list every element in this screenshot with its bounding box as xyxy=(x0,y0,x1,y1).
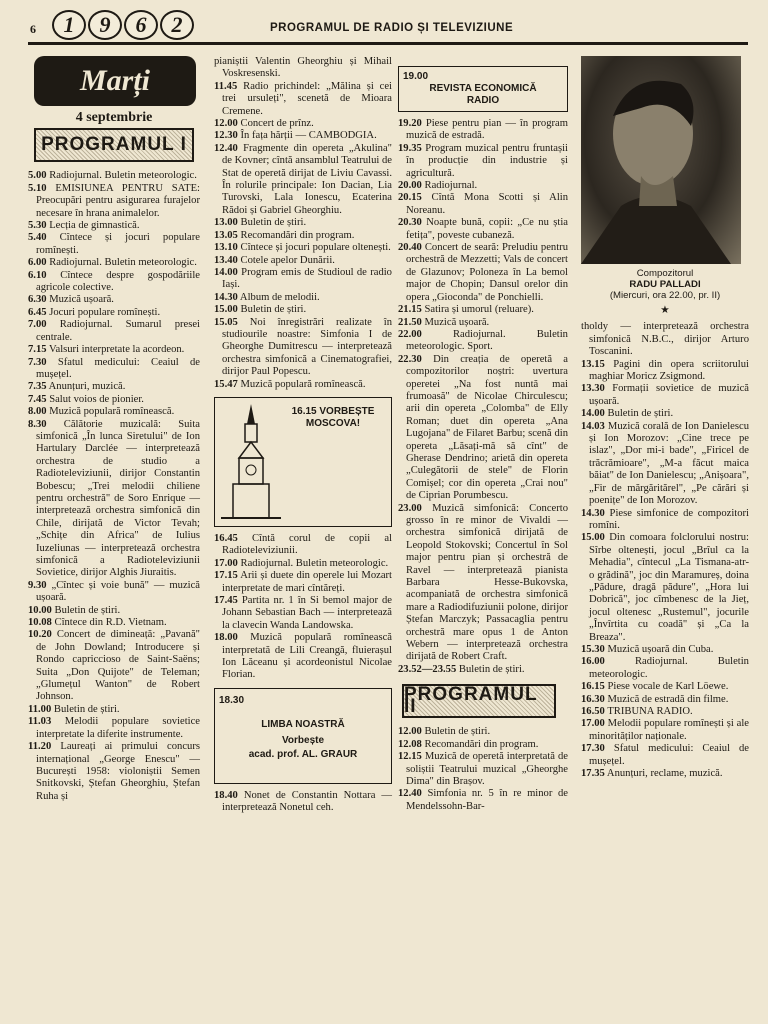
program-time: 22.00 xyxy=(398,328,422,340)
program-time: 17.35 xyxy=(581,768,605,780)
program-time: 14.30 xyxy=(214,291,238,303)
program-entry xyxy=(214,317,392,379)
program-time: 17.00 xyxy=(581,718,605,730)
program-entry xyxy=(28,406,200,418)
program-time: 12.00 xyxy=(214,118,238,130)
program-entry xyxy=(398,751,568,788)
moscow-time: 16.15 xyxy=(291,405,317,417)
program-time: 12.15 xyxy=(398,751,422,763)
program-time: 5.30 xyxy=(28,220,47,232)
program-time: 15.30 xyxy=(581,643,605,655)
program-list xyxy=(398,118,568,676)
program-entry xyxy=(581,718,749,743)
year-digit: 6 xyxy=(124,10,158,40)
program-entry xyxy=(214,632,392,682)
program-2-banner: PROGRAMUL II xyxy=(402,684,556,718)
program-entry xyxy=(581,706,749,718)
moscow-box xyxy=(214,397,392,527)
column-4 xyxy=(581,56,749,780)
program-entry xyxy=(214,570,392,595)
program-text: Salut voios de pionier. xyxy=(49,393,144,405)
year-digit: 9 xyxy=(88,10,122,40)
program-entry xyxy=(398,317,568,329)
program-time: 14.03 xyxy=(581,420,605,432)
date-line: 4 septembrie xyxy=(75,110,153,125)
program-entry xyxy=(398,354,568,503)
program-time: 10.00 xyxy=(28,604,52,616)
page-title: PROGRAMUL DE RADIO ȘI TELEVIZIUNE xyxy=(270,22,514,34)
day-banner: Marți xyxy=(34,56,196,106)
column-1 xyxy=(28,56,200,803)
program-time: 7.15 xyxy=(28,344,47,356)
program-entry xyxy=(398,726,568,738)
program-text: Radio prichindel: „Mălina și cei trei ursuleți", scenetă de Mioara Cremene. xyxy=(222,80,392,117)
program-entry xyxy=(28,344,200,356)
program-time: 16.50 xyxy=(581,706,605,717)
program-time: 15.00 xyxy=(581,532,605,544)
program-text: „Cîntec și voie bună" — muzică ușoară. xyxy=(36,579,200,604)
program-text: Radiojurnal. Buletin meteorologic. xyxy=(49,170,197,182)
program-text: Partita nr. 1 în Si bemol major de Johann Sebastian Bach — interpretează la clavecin Wanda Landowska. xyxy=(222,595,392,631)
program-time: 15.47 xyxy=(214,378,238,390)
program-entry xyxy=(581,383,749,408)
program-text: Radiojurnal. Buletin meteorologic. xyxy=(589,656,749,680)
program-entry xyxy=(398,788,568,813)
program-text: Buletin de știri. xyxy=(424,726,491,738)
program-time: 16.00 xyxy=(581,656,605,668)
program-text: În fața hărții — CAMBODGIA. xyxy=(240,130,377,142)
program-entry xyxy=(214,217,392,229)
header-divider xyxy=(28,42,748,45)
year-logo xyxy=(52,10,194,40)
program-time: 10.20 xyxy=(28,629,52,641)
program-entry xyxy=(28,270,200,295)
program-text: Fragmente din opereta „Akulina" de Kovner; cîntă ansamblul Teatrului de Stat de operetă dirijat de Liviu Cavassi. În rolurile principale: Ion Dacian, Lia Turovski, Lala Ionescu, Ecaterina Rădoi și Gabriel Gheorghiu. xyxy=(222,142,392,216)
program-time: 12.40 xyxy=(214,142,238,154)
program-time: 22.30 xyxy=(398,353,422,365)
program-text: Muzică populară romînească. xyxy=(49,406,175,418)
program-time: 23.52—23.55 xyxy=(398,663,457,675)
composer-photo xyxy=(581,56,741,264)
program-time: 11.45 xyxy=(214,80,238,92)
program-time: 11.03 xyxy=(28,716,52,728)
program-text: Laureați ai primului concurs internațional „George Enescu" — București 1958: violoniștii Semen Snitkovski, Ștefan Gheorghiu, Ștefan Ruha și xyxy=(36,741,200,802)
program-text: Program emis de Studioul de radio Iași. xyxy=(222,266,392,291)
program-text: Formații sovietice de muzică ușoară. xyxy=(589,383,749,407)
program-time: 20.00 xyxy=(398,180,422,192)
program-text: EMISIUNEA PENTRU SATE: Preocupări pentru asigurarea furajelor necesare în hrana animalelor. xyxy=(36,182,200,219)
program-entry xyxy=(214,533,392,558)
program-time: 7.30 xyxy=(28,356,47,368)
program-text: Muzică ușoară. xyxy=(49,294,114,306)
program-entry xyxy=(28,704,200,716)
program-text: Buletin de știri. xyxy=(607,408,674,420)
program-text: Program muzical pentru fruntașii în producție din industrie și agricultură. xyxy=(406,142,569,179)
program-text: Buletin de știri. xyxy=(53,703,120,715)
program-entry xyxy=(28,381,200,393)
program-time: 6.45 xyxy=(28,306,47,318)
caption-schedule: (Miercuri, ora 22.00, pr. II) xyxy=(609,290,721,301)
limba-title: LIMBA NOASTRĂ xyxy=(261,718,345,730)
program-text: Radiojurnal. Buletin meteorologic. xyxy=(49,257,197,269)
program-time: 11.20 xyxy=(28,741,52,753)
program-entry xyxy=(28,419,200,580)
program-text: Sfatul medicului: Ceaiul de mușețel. xyxy=(36,356,200,380)
program-list xyxy=(214,56,392,391)
program-text: Buletin de știri. xyxy=(240,304,307,316)
program-entry xyxy=(581,656,749,681)
program-entry xyxy=(28,307,200,319)
program-time: 23.00 xyxy=(398,502,422,514)
program-time: 8.00 xyxy=(28,406,47,418)
limba-time: 18.30 xyxy=(219,694,245,706)
program-time: 14.00 xyxy=(581,408,605,420)
program-text: Melodii populare sovietice interpretate la diferite instrumente. xyxy=(36,716,200,740)
program-entry xyxy=(398,664,568,676)
program-time: 5.00 xyxy=(28,170,47,182)
program-text: Cîntece și jocuri populare romînești. xyxy=(36,232,200,256)
program-entry xyxy=(581,768,749,780)
program-text: Muzică ușoară din Cuba. xyxy=(607,643,714,655)
program-1-banner: PROGRAMUL I xyxy=(34,128,194,162)
program-time: 12.30 xyxy=(214,130,238,142)
program-entry xyxy=(398,304,568,316)
program-text: Cîntă Mona Scotti și Alin Noreanu. xyxy=(406,192,569,216)
program-entry xyxy=(214,558,392,570)
program-text: Cîntece și jocuri populare oltenești. xyxy=(240,242,391,254)
kremlin-tower-icon xyxy=(219,402,283,520)
program-entry xyxy=(28,232,200,257)
program-text: Piese simfonice de compozitori romîni. xyxy=(589,507,749,531)
program-text: Radiojurnal. xyxy=(424,180,478,192)
program-text: Anunțuri, reclame, muzică. xyxy=(606,768,723,780)
program-time: 16.45 xyxy=(214,532,238,544)
page-number: 6 xyxy=(30,22,36,36)
program-time: 8.30 xyxy=(28,418,47,430)
program-list xyxy=(214,790,392,815)
star-divider: ★ xyxy=(660,305,670,316)
program-time: 9.30 xyxy=(28,579,47,591)
program-entry xyxy=(214,595,392,632)
program-text: TRIBUNA RADIO. xyxy=(607,706,693,717)
program-time: 7.35 xyxy=(28,381,47,393)
program-text: pianiștii Valentin Gheorghiu și Mihail Voskresenski. xyxy=(214,56,392,80)
program-time: 13.15 xyxy=(581,358,605,370)
program-entry xyxy=(214,143,392,217)
program-entry xyxy=(398,503,568,664)
program-text: Radiojurnal. Buletin meteorologic. xyxy=(240,557,389,569)
program-text: Arii și duete din operele lui Mozart interpretate de mari cîntăreți. xyxy=(222,570,392,594)
program-text: Album de melodii. xyxy=(239,291,320,303)
program-text: Din comoara folclorului nostru: Sîrbe oltenești, jocul „Brîul ca la Mehadia", cîntecul „La Tismana-atr-o grădină", joc din Maramureș, doina „Pădure, dragă pădure", „Hora lui Dobrică", joc cîmbenesc de la Jieț, jocul oltenesc „Rustemul", jocurile „Învîrtita cu coadă" și „Ca la Breaza". xyxy=(589,532,750,643)
program-entry xyxy=(28,294,200,306)
caption-role: Compozitorul xyxy=(636,268,694,279)
program-time: 13.40 xyxy=(214,254,238,266)
program-text: Muzică populară romînească. xyxy=(240,378,366,390)
program-time: 19.20 xyxy=(398,118,422,129)
limba-noastra-box xyxy=(214,688,392,784)
program-text: Recomandări din program. xyxy=(240,229,355,241)
program-time: 18.40 xyxy=(214,789,238,801)
program-time: 15.05 xyxy=(214,316,238,328)
program-entry xyxy=(28,319,200,344)
program-entry xyxy=(28,580,200,605)
program-text: Cîntă corul de copii al Radioteleviziunii. xyxy=(222,532,392,557)
program-text: tholdy — interpretează orchestra simfonică N.B.C., dirijor Arturo Toscanini. xyxy=(581,321,749,358)
program-text: Muzică populară romînească interpretată de Lili Creangă, fluierașul Ion Lăceanu și acordeonistul Nicolae Florian. xyxy=(222,632,392,681)
program-text: Concert de dimineață: „Pavană" de John Dowland; Introducere și Rondo capriccioso de Saint-Saëns; Suita „Don Quijote" de Teleman; „Glumețul Wanton" de Robert Johnson. xyxy=(36,629,200,703)
program-entry xyxy=(581,421,749,508)
photo-caption xyxy=(581,268,749,301)
program-time: 21.15 xyxy=(398,304,422,316)
limba-speaker: acad. prof. AL. GRAUR xyxy=(248,748,358,760)
program-text: Melodii populare romînești și ale minorităților naționale. xyxy=(589,718,749,742)
program-time: 19.35 xyxy=(398,142,422,154)
program-time: 18.00 xyxy=(214,632,238,644)
program-text: Recomandări din program. xyxy=(424,738,539,750)
program-entry xyxy=(28,257,200,269)
program-time: 20.30 xyxy=(398,217,422,229)
program-entry xyxy=(28,183,200,220)
program-time: 11.00 xyxy=(28,703,52,715)
revista-time: 19.00 xyxy=(403,71,429,82)
program-text: Buletin de știri. xyxy=(458,663,525,675)
program-entry xyxy=(214,379,392,391)
program-text: Nonet de Constantin Nottara — interpretează Nonetul ceh. xyxy=(222,789,392,814)
portrait-image xyxy=(581,56,741,264)
program-entry xyxy=(398,242,568,304)
program-entry xyxy=(214,255,392,267)
program-text: Cîntece din R.D. Vietnam. xyxy=(54,617,167,629)
program-time: 6.30 xyxy=(28,294,47,306)
program-text: Muzică de estradă din filme. xyxy=(607,693,729,705)
program-text: Cîntece despre gospodăriile agricole colective. xyxy=(36,269,201,294)
program-text: Radiojurnal. Sumarul presei centrale. xyxy=(36,319,200,343)
revista-title: REVISTA ECONOMICĂ xyxy=(429,83,537,94)
program-text: Concert de prînz. xyxy=(240,118,314,130)
program-time: 12.00 xyxy=(398,726,422,738)
program-entry xyxy=(581,508,749,533)
program-text: Simfonia nr. 5 în re minor de Mendelssohn-Bar- xyxy=(406,788,568,812)
program-time: 5.40 xyxy=(28,232,47,244)
program-time: 14.30 xyxy=(581,507,605,519)
program-text: Noi înregistrări realizate în studiourile noastre: Simfonia I de Gheorghe Dumitrescu — interpretează orchestra simfonică a Cinematografiei, dirijor Paul Popescu. xyxy=(222,316,392,378)
year-digit: 2 xyxy=(160,10,194,40)
program-entry xyxy=(214,292,392,304)
program-list xyxy=(581,321,749,780)
program-time: 15.00 xyxy=(214,304,238,316)
program-text: Jocuri populare romînești. xyxy=(49,306,161,318)
revista-subtitle: RADIO xyxy=(466,95,500,106)
limba-speaker-label: Vorbește xyxy=(281,734,325,746)
program-time: 16.30 xyxy=(581,693,605,705)
program-entry xyxy=(214,118,392,130)
program-entry xyxy=(581,532,749,644)
program-entry xyxy=(214,790,392,815)
program-entry xyxy=(581,321,749,358)
program-text: Noapte bună, copii: „Ce nu știa fetița", poveste cubaneză. xyxy=(406,217,568,241)
program-time: 7.45 xyxy=(28,393,47,405)
column-2 xyxy=(214,56,392,815)
program-time: 20.15 xyxy=(398,192,422,204)
program-entry xyxy=(398,192,568,217)
program-text: Buletin de știri. xyxy=(240,217,307,229)
program-entry xyxy=(581,408,749,420)
caption-name: RADU PALLADI xyxy=(629,279,701,290)
program-entry xyxy=(28,716,200,741)
program-text: Piese vocale de Karl Löewe. xyxy=(607,681,729,693)
program-time: 17.15 xyxy=(214,570,238,582)
program-entry xyxy=(214,304,392,316)
program-text: Valsuri interpretate la acordeon. xyxy=(49,344,185,356)
program-entry xyxy=(28,357,200,382)
program-time: 20.40 xyxy=(398,242,422,254)
year-digit: 1 xyxy=(52,10,86,40)
program-time: 13.30 xyxy=(581,383,605,395)
program-text: Muzică ușoară. xyxy=(424,316,490,328)
program-time: 17.00 xyxy=(214,557,238,569)
program-entry xyxy=(398,118,568,143)
program-time: 13.00 xyxy=(214,217,238,229)
program-entry xyxy=(581,694,749,706)
program-text: Pagini din opera scriitorului maghiar Moricz Zsigmond. xyxy=(589,358,749,383)
program-entry xyxy=(214,230,392,242)
program-time: 13.10 xyxy=(214,242,238,254)
program-entry xyxy=(214,81,392,118)
program-entry xyxy=(581,644,749,656)
program-time: 12.08 xyxy=(398,738,422,750)
program-entry xyxy=(214,130,392,142)
revista-box xyxy=(398,66,568,112)
program-text: Lecția de gimnastică. xyxy=(49,220,140,232)
column-3 xyxy=(398,56,568,813)
program-entry xyxy=(214,56,392,81)
program-entry xyxy=(398,329,568,354)
program-list xyxy=(398,726,568,813)
program-entry xyxy=(581,743,749,768)
program-time: 17.45 xyxy=(214,595,238,606)
program-entry xyxy=(581,359,749,384)
program-time: 14.00 xyxy=(214,266,238,278)
program-text: Satira și umorul (reluare). xyxy=(424,304,534,316)
program-list xyxy=(214,533,392,682)
program-entry xyxy=(28,220,200,232)
program-text: Din creația de operetă a compozitorilor noștri: uvertura operetei „Na fost nuntă mai frumoasă" de Nicolae Chirculescu; arii din opereta „Colomba" de Elly Roman; duet din opereta „Ana Lugojana" de Filaret Barbu; scenă din opereta „Lăsați-mă să cînt" de Gherase Dendrino; arietă din opereta „Culegătorii de stele" de Florin Comișel; cor din opereta „Crai nou" de Ciprian Porumbescu. xyxy=(406,353,568,502)
program-text: Muzică corală de Ion Danielescu și Ion Morozov: „Cine trece pe islaz", „Dor mi-i bade", „Firicel de trăcrămioare", „M-a făcut maica băiat" de Ion Danielescu; „Anișoara", „Fir de mărgăritărel", „Pe cărări și poenițe" de Ion Morozov. xyxy=(589,420,749,507)
program-text: Sfatul medicului: Ceaiul de mușețel. xyxy=(589,743,749,767)
program-text: Muzică simfonică: Concerto grosso în re minor de Vivaldi — orchestra simfonică dirijată de Leopold Stokovski; Concertul în Sol major pentru pian și orchestră de Ravel — interpretează pianista Barbara Hesse-Bukovska, acompaniată de orchestra simfonică mare a Radiodifuziunii polone, dirijor Ștefan Marczyk; Passacaglia pentru orchestră mare opus 1 de Anton Webern — interpretează orchestra dirijată de Robert Craft. xyxy=(406,502,568,663)
program-text: Anunțuri, muzică. xyxy=(48,381,126,393)
program-time: 21.50 xyxy=(398,316,422,328)
program-time: 10.08 xyxy=(28,617,52,629)
program-text: Muzică de operetă interpretată de soliștii Teatrului muzical „Gheorghe Dima" din Brașov. xyxy=(406,751,568,787)
program-entry xyxy=(28,605,200,617)
program-text: Buletin de știri. xyxy=(54,604,121,616)
program-list xyxy=(28,170,200,803)
program-text: Călătorie muzicală: Suita simfonică „În lunca Siretului" de Ion Hartulary Darclée — interpretează orchestra de studio a Radioteleviziunii, dirijor Constantin Bobescu; „Trei melodii chiliene pentru orchestră" de Soro Enrique — interpretează orchestra simfonică din Chile, dirijată de Victor Tevah; „Schițe din Africa" de Iulius Iuzeliunas — interpretează orchestra simfonică a Radioteleviziunii Sovietice, dirijor Alghis Jiuraitis. xyxy=(36,418,201,579)
program-entry xyxy=(398,180,568,192)
program-text: Piese pentru pian — în program muzică de estradă. xyxy=(406,118,568,142)
program-entry xyxy=(28,394,200,406)
program-entry xyxy=(581,681,749,693)
program-time: 17.30 xyxy=(581,743,605,755)
program-entry xyxy=(398,143,568,180)
program-entry xyxy=(214,242,392,254)
program-time: 12.40 xyxy=(398,788,422,800)
program-time: 16.15 xyxy=(581,681,605,693)
program-entry xyxy=(28,617,200,629)
moscow-title: VORBEȘTE MOSCOVA! xyxy=(305,405,375,429)
program-entry xyxy=(28,170,200,182)
program-time: 5.10 xyxy=(28,182,47,194)
program-time: 6.00 xyxy=(28,257,47,269)
program-text: Concert de seară: Preludiu pentru orchestră de Mezzetti; Vals de concert de Glazunov; Poloneza în La bemol major de Chopin; Dansul orelor din opera „Gioconda" de Ponchielli. xyxy=(406,242,568,303)
program-entry xyxy=(398,217,568,242)
program-entry xyxy=(28,629,200,703)
program-entry xyxy=(28,741,200,803)
program-text: Cotele apelor Dunării. xyxy=(240,254,335,266)
program-entry xyxy=(398,739,568,751)
program-time: 7.00 xyxy=(28,319,47,331)
program-time: 13.05 xyxy=(214,229,238,241)
program-entry xyxy=(214,267,392,292)
program-text: Radiojurnal. Buletin meteorologic. Sport. xyxy=(406,328,568,353)
program-time: 6.10 xyxy=(28,269,47,281)
